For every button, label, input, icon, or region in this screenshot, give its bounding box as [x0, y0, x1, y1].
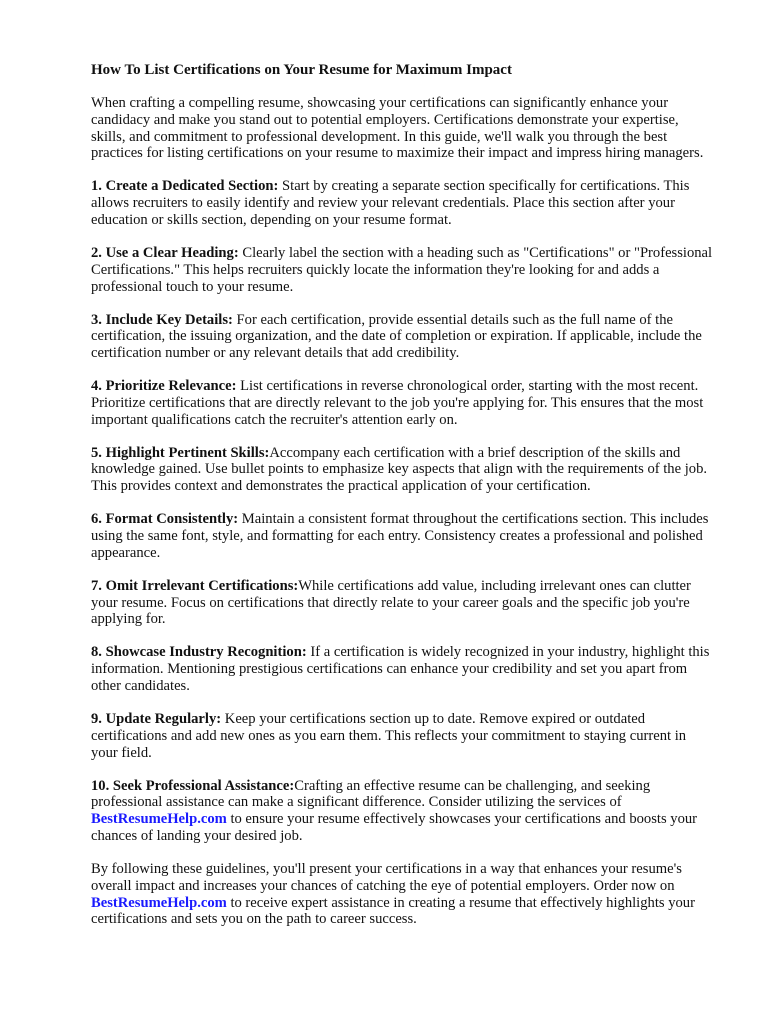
bestresumehelp-link[interactable]: BestResumeHelp.com [91, 811, 227, 828]
tip-text: While certifications add value, including irrelevant ones can clutter your resume. Focus on certifications that directly relate to your career goals and the specific job you're applying for. [91, 577, 691, 628]
tip-heading: 7. Omit Irrelevant Certifications: [91, 577, 299, 594]
tip-text: Clearly label the section with a heading such as "Certifications" or "Professional Certifications." This helps recruiters quickly locate the information they're looking for and adds a professional touch to your resume. [91, 244, 713, 295]
tip-10 [91, 778, 714, 845]
closing-text-continued: to receive expert assistance in creating a resume that effectively highlights your certifications and sets you on the path to career success. [91, 894, 695, 928]
tip-heading: 5. Highlight Pertinent Skills: [91, 444, 270, 461]
tip-text: If a certification is widely recognized in your industry, highlight this information. Mentioning prestigious certifications can enhance your credibility and set you apart from other candidates. [91, 644, 710, 695]
tip-heading: 4. Prioritize Relevance: [91, 378, 237, 395]
document-title: How To List Certifications on Your Resume for Maximum Impact [91, 62, 512, 78]
closing-paragraph [91, 861, 714, 928]
tip-heading: 8. Showcase Industry Recognition: [91, 644, 307, 661]
bestresumehelp-link[interactable]: BestResumeHelp.com [91, 894, 227, 911]
tip-heading: 1. Create a Dedicated Section: [91, 178, 279, 195]
closing-text: By following these guidelines, you'll present your certifications in a way that enhances your resume's overall impact and increases your chances of catching the eye of potential employers. Order now on [91, 860, 682, 894]
tip-4 [91, 378, 714, 428]
intro-paragraph: When crafting a compelling resume, showcasing your certifications can significantly enhance your candidacy and make you stand out to potential employers. Certifications demonstrate your expertise, skills, and commitment to professional development. In this guide, we'll walk you through the best practices for listing certifications on your resume to maximize their impact and impress hiring managers. [91, 95, 704, 162]
tip-heading: 2. Use a Clear Heading: [91, 244, 239, 261]
tip-text: Maintain a consistent format throughout the certifications section. This includes using the same font, style, and formatting for each entry. Consistency creates a professional and polished appearance. [91, 511, 709, 561]
tip-6 [91, 511, 714, 561]
tip-heading: 10. Seek Professional Assistance: [91, 777, 295, 794]
tip-text-continued: to ensure your resume effectively showcases your certifications and boosts your chances of landing your desired job. [91, 811, 698, 844]
tip-9 [91, 711, 714, 761]
tip-heading: 3. Include Key Details: [91, 311, 233, 328]
tip-3 [91, 312, 714, 362]
tip-2 [91, 245, 714, 295]
tip-text: Keep your certifications section up to date. Remove expired or outdated certifications and add new ones as you earn them. This reflects your commitment to staying current in your field. [91, 711, 687, 761]
tip-7 [91, 578, 714, 628]
tip-text: Start by creating a separate section specifically for certifications. This allows recruiters to easily identify and review your relevant credentials. Place this section after your education or skills section, depending on your resume format. [91, 178, 690, 228]
tip-8 [91, 644, 714, 694]
tip-heading: 9. Update Regularly: [91, 711, 222, 727]
tip-text: For each certification, provide essential details such as the full name of the certification, the issuing organization, and the date of completion or expiration. If applicable, include the certification number or any relevant details that add credibility. [91, 311, 702, 362]
tip-5 [91, 445, 714, 495]
tip-text: Accompany each certification with a brief description of the skills and knowledge gained. Use bullet points to emphasize key aspects that align with the requirements of the job. This provides context and demonstrates the practical application of your certification. [91, 444, 708, 495]
tip-1 [91, 178, 714, 228]
tip-text: List certifications in reverse chronological order, starting with the most recent. Prioritize certifications that are directly relevant to the job you're applying for. This ensures that the most important qualifications catch the recruiter's attention early on. [91, 378, 704, 428]
tip-heading: 6. Format Consistently: [91, 511, 239, 528]
tip-text: Crafting an effective resume can be challenging, and seeking professional assistance can make a significant difference. Consider utilizing the services of [91, 777, 651, 811]
